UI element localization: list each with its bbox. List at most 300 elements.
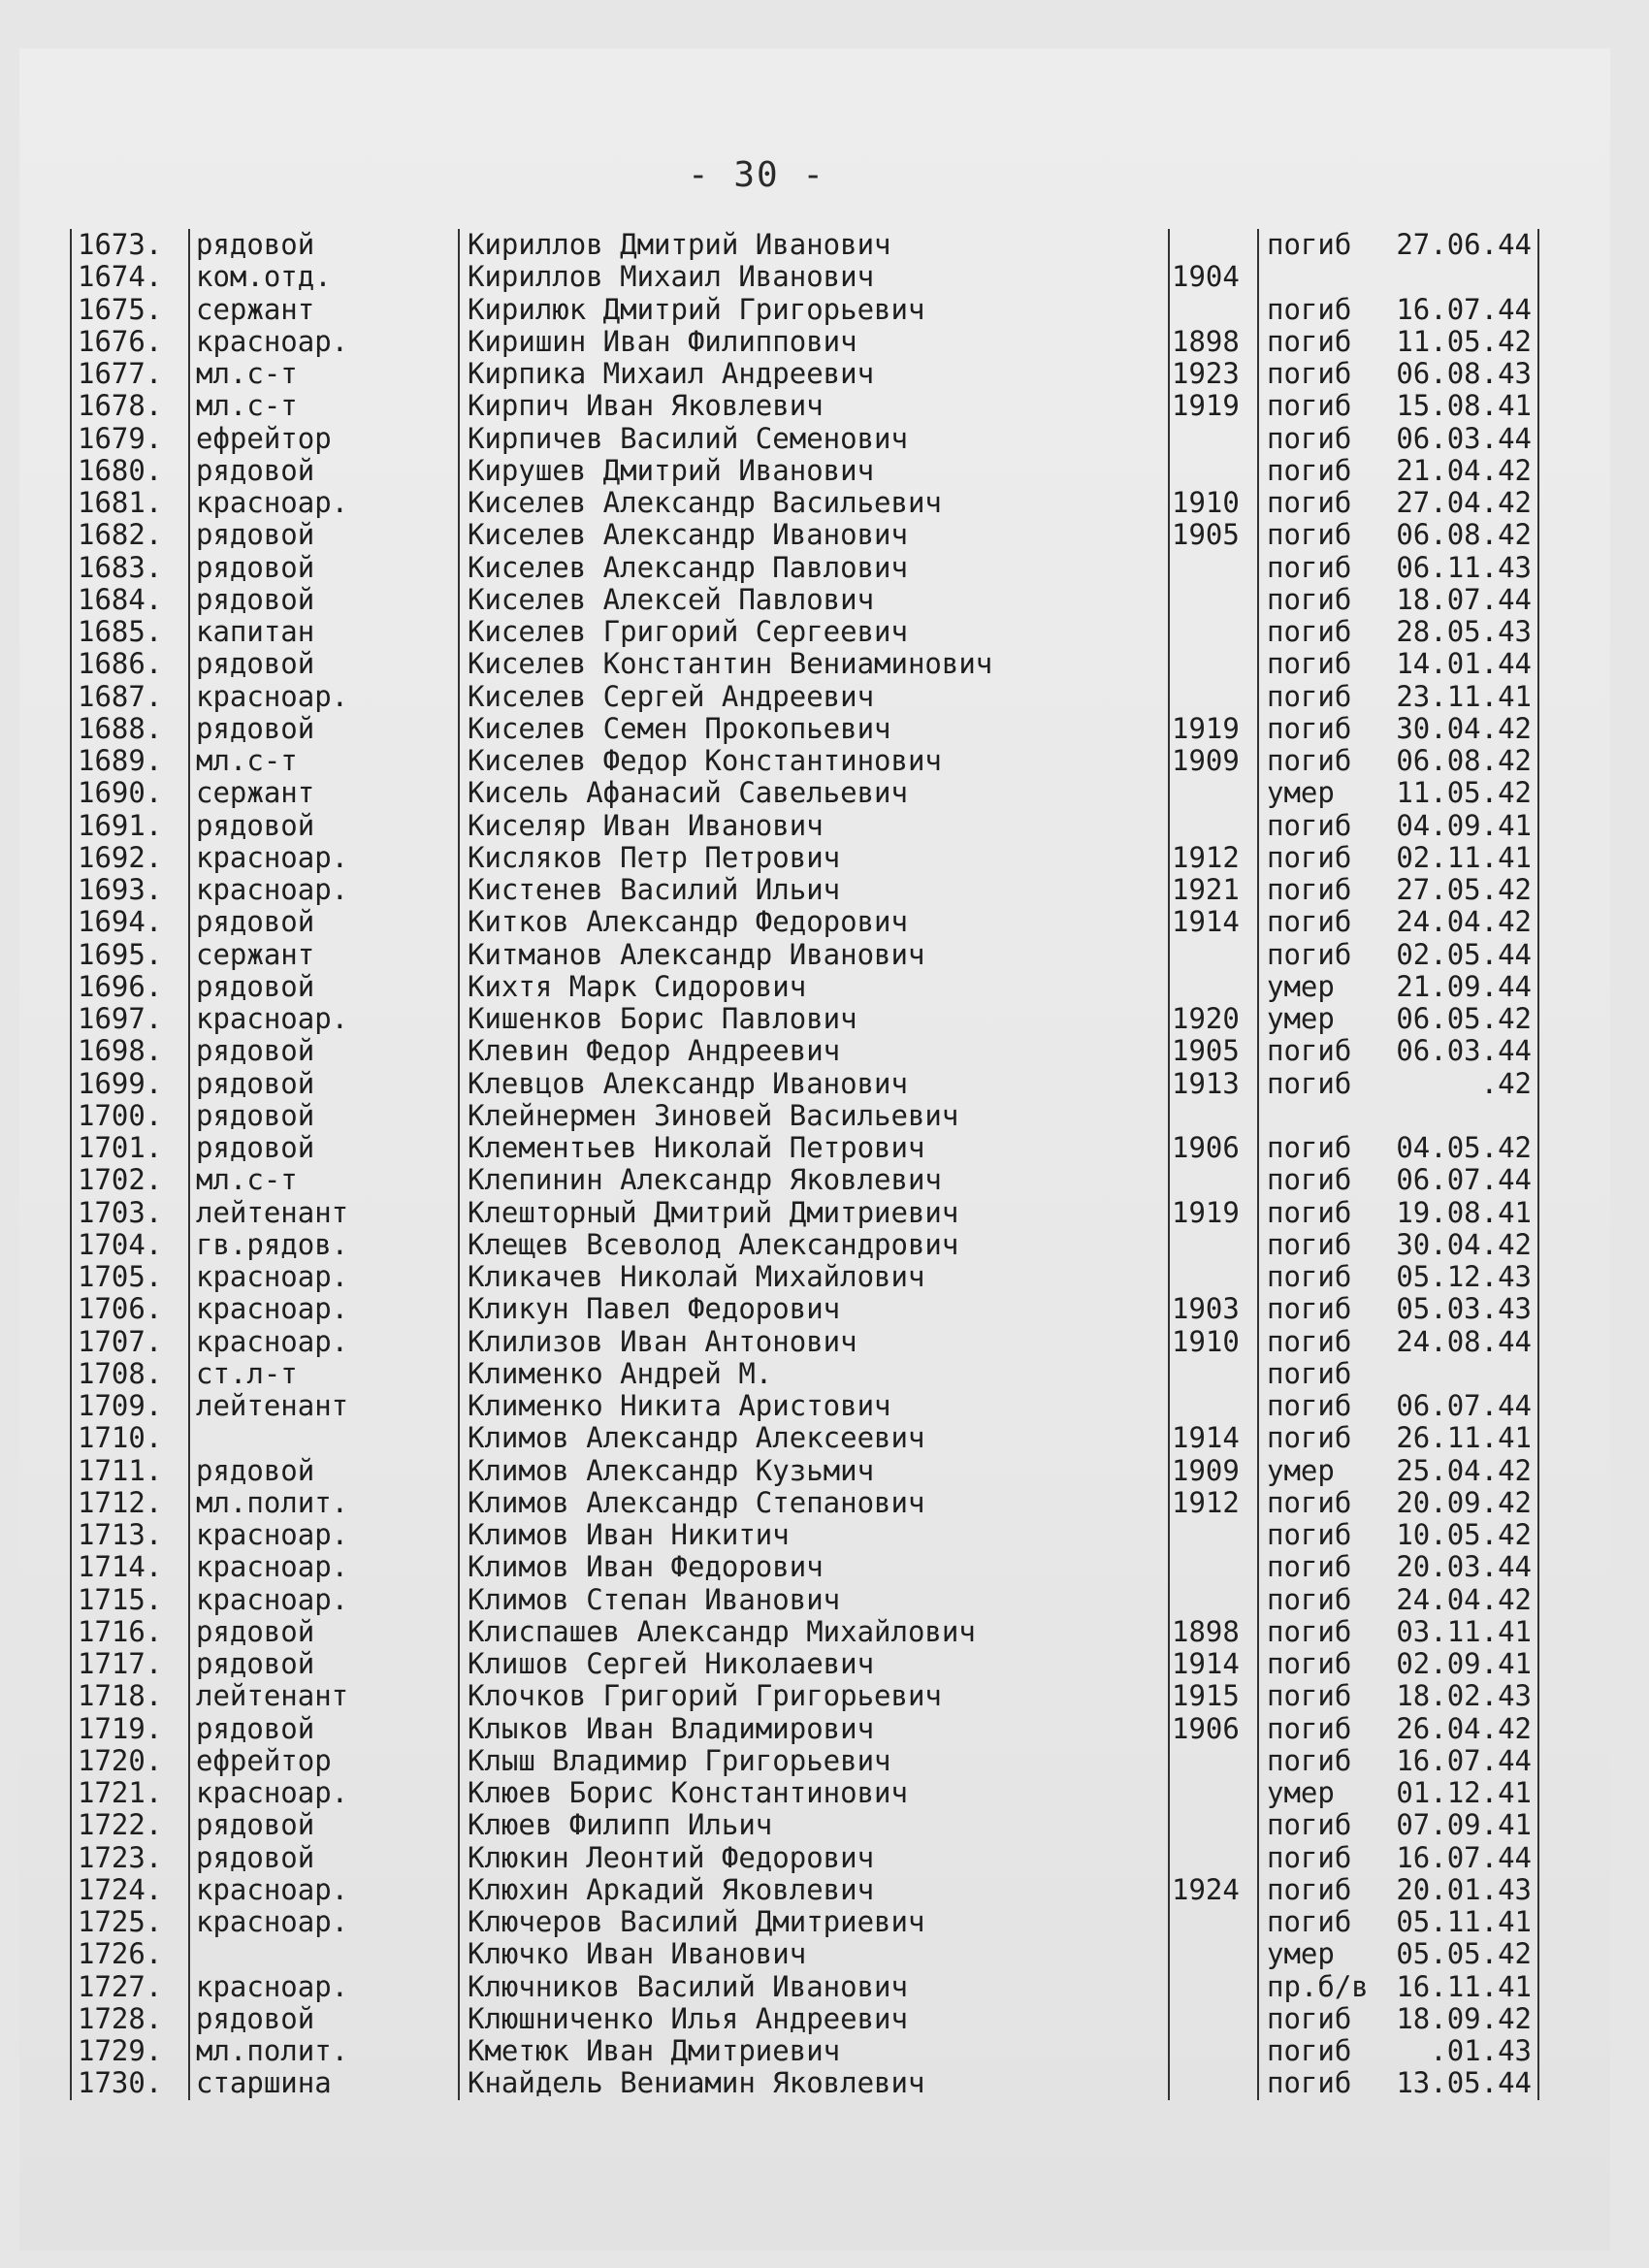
table-row <box>70 1164 1539 1196</box>
fate-status: погиб <box>1257 1584 1381 1616</box>
table-row <box>70 584 1539 616</box>
fate-status: погиб <box>1257 1358 1381 1390</box>
military-rank: красноар. <box>188 874 458 906</box>
military-rank: сержант <box>188 939 458 971</box>
fate-status: погиб <box>1257 1132 1381 1164</box>
birth-year: 1898 <box>1168 326 1257 358</box>
record-number: 1679. <box>70 423 188 455</box>
event-date: 10.05.42 <box>1381 1519 1539 1551</box>
birth-year: 1910 <box>1168 1326 1257 1358</box>
event-date: 20.03.44 <box>1381 1551 1539 1583</box>
fate-status: погиб <box>1257 1035 1381 1067</box>
military-rank: рядовой <box>188 455 458 487</box>
fate-status: погиб <box>1257 1616 1381 1648</box>
military-rank: мл.с-т <box>188 358 458 390</box>
table-row <box>70 777 1539 809</box>
event-date: .42 <box>1381 1068 1539 1100</box>
full-name: Кисель Афанасий Савельевич <box>458 777 1168 809</box>
full-name: Киселев Александр Васильевич <box>458 487 1168 519</box>
event-date: 18.09.42 <box>1381 2003 1539 2035</box>
table-row <box>70 2003 1539 2035</box>
birth-year <box>1168 1100 1257 1132</box>
table-row <box>70 1229 1539 1261</box>
military-rank: красноар. <box>188 842 458 874</box>
birth-year <box>1168 294 1257 326</box>
birth-year: 1923 <box>1168 358 1257 390</box>
military-rank: рядовой <box>188 713 458 745</box>
birth-year: 1913 <box>1168 1068 1257 1100</box>
full-name: Клыш Владимир Григорьевич <box>458 1745 1168 1777</box>
fate-status: погиб <box>1257 681 1381 713</box>
birth-year: 1909 <box>1168 1455 1257 1487</box>
fate-status: погиб <box>1257 906 1381 938</box>
event-date: 06.03.44 <box>1381 423 1539 455</box>
table-row <box>70 261 1539 293</box>
fate-status: погиб <box>1257 1713 1381 1745</box>
military-rank: лейтенант <box>188 1390 458 1422</box>
fate-status: погиб <box>1257 1422 1381 1454</box>
military-rank: рядовой <box>188 1842 458 1874</box>
birth-year: 1909 <box>1168 745 1257 777</box>
fate-status: погиб <box>1257 1519 1381 1551</box>
fate-status: погиб <box>1257 1197 1381 1229</box>
full-name: Клементьев Николай Петрович <box>458 1132 1168 1164</box>
table-row <box>70 842 1539 874</box>
table-row <box>70 971 1539 1003</box>
event-date: 11.05.42 <box>1381 777 1539 809</box>
record-number: 1680. <box>70 455 188 487</box>
record-number: 1692. <box>70 842 188 874</box>
event-date: 16.07.44 <box>1381 1842 1539 1874</box>
full-name: Климов Степан Иванович <box>458 1584 1168 1616</box>
fate-status: погиб <box>1257 2035 1381 2067</box>
full-name: Кисляков Петр Петрович <box>458 842 1168 874</box>
table-row <box>70 1132 1539 1164</box>
full-name: Клешторный Дмитрий Дмитриевич <box>458 1197 1168 1229</box>
military-rank: рядовой <box>188 2003 458 2035</box>
military-rank <box>188 1422 458 1454</box>
fate-status: погиб <box>1257 455 1381 487</box>
full-name: Кирпич Иван Яковлевич <box>458 390 1168 422</box>
fate-status: умер <box>1257 1777 1381 1809</box>
table-row <box>70 1971 1539 2003</box>
event-date: 06.08.42 <box>1381 519 1539 551</box>
table-row <box>70 1745 1539 1777</box>
record-number: 1687. <box>70 681 188 713</box>
record-number: 1686. <box>70 648 188 680</box>
event-date: 26.04.42 <box>1381 1713 1539 1745</box>
military-rank: красноар. <box>188 1519 458 1551</box>
table-row <box>70 1777 1539 1809</box>
birth-year <box>1168 1519 1257 1551</box>
table-row <box>70 681 1539 713</box>
full-name: Климов Иван Никитич <box>458 1519 1168 1551</box>
birth-year <box>1168 552 1257 584</box>
fate-status: погиб <box>1257 1293 1381 1325</box>
fate-status: погиб <box>1257 487 1381 519</box>
birth-year: 1920 <box>1168 1003 1257 1035</box>
military-rank: мл.полит. <box>188 1487 458 1519</box>
full-name: Климов Александр Степанович <box>458 1487 1168 1519</box>
military-rank: сержант <box>188 294 458 326</box>
military-rank: рядовой <box>188 1648 458 1680</box>
military-rank: мл.с-т <box>188 745 458 777</box>
military-rank: красноар. <box>188 487 458 519</box>
military-rank: рядовой <box>188 1809 458 1841</box>
birth-year <box>1168 1842 1257 1874</box>
table-row <box>70 294 1539 326</box>
military-rank: мл.с-т <box>188 1164 458 1196</box>
fate-status: погиб <box>1257 1874 1381 1906</box>
birth-year: 1912 <box>1168 842 1257 874</box>
table-row <box>70 1422 1539 1454</box>
military-rank: рядовой <box>188 906 458 938</box>
record-number: 1726. <box>70 1938 188 1970</box>
record-number: 1705. <box>70 1261 188 1293</box>
table-row <box>70 1906 1539 1938</box>
full-name: Кирушев Дмитрий Иванович <box>458 455 1168 487</box>
record-number: 1727. <box>70 1971 188 2003</box>
full-name: Киселев Александр Иванович <box>458 519 1168 551</box>
record-number: 1678. <box>70 390 188 422</box>
event-date: 25.04.42 <box>1381 1455 1539 1487</box>
event-date: 14.01.44 <box>1381 648 1539 680</box>
record-number: 1728. <box>70 2003 188 2035</box>
table-row <box>70 939 1539 971</box>
military-rank: красноар. <box>188 1584 458 1616</box>
full-name: Кметюк Иван Дмитриевич <box>458 2035 1168 2067</box>
full-name: Киселев Сергей Андреевич <box>458 681 1168 713</box>
table-row <box>70 1616 1539 1648</box>
event-date: 21.04.42 <box>1381 455 1539 487</box>
record-number: 1703. <box>70 1197 188 1229</box>
record-number: 1720. <box>70 1745 188 1777</box>
event-date: 16.07.44 <box>1381 1745 1539 1777</box>
event-date: 02.05.44 <box>1381 939 1539 971</box>
military-rank: рядовой <box>188 519 458 551</box>
table-row <box>70 810 1539 842</box>
record-number: 1704. <box>70 1229 188 1261</box>
fate-status: погиб <box>1257 842 1381 874</box>
record-number: 1694. <box>70 906 188 938</box>
event-date: 04.05.42 <box>1381 1132 1539 1164</box>
full-name: Китков Александр Федорович <box>458 906 1168 938</box>
event-date: 20.01.43 <box>1381 1874 1539 1906</box>
record-number: 1729. <box>70 2035 188 2067</box>
military-rank: рядовой <box>188 971 458 1003</box>
record-number: 1682. <box>70 519 188 551</box>
table-row <box>70 390 1539 422</box>
fate-status: погиб <box>1257 1809 1381 1841</box>
record-number: 1721. <box>70 1777 188 1809</box>
table-row <box>70 358 1539 390</box>
record-number: 1685. <box>70 616 188 648</box>
fate-status: пр.б/в <box>1257 1971 1381 2003</box>
event-date: 27.06.44 <box>1381 229 1539 261</box>
record-number: 1683. <box>70 552 188 584</box>
table-row <box>70 1100 1539 1132</box>
event-date: 16.07.44 <box>1381 294 1539 326</box>
fate-status: погиб <box>1257 713 1381 745</box>
military-rank <box>188 1938 458 1970</box>
table-row <box>70 552 1539 584</box>
military-rank: мл.полит. <box>188 2035 458 2067</box>
record-number: 1700. <box>70 1100 188 1132</box>
table-row <box>70 648 1539 680</box>
record-number: 1730. <box>70 2067 188 2099</box>
table-row <box>70 423 1539 455</box>
military-rank: ефрейтор <box>188 1745 458 1777</box>
fate-status: погиб <box>1257 745 1381 777</box>
event-date <box>1381 1358 1539 1390</box>
birth-year: 1915 <box>1168 1680 1257 1712</box>
birth-year <box>1168 1164 1257 1196</box>
fate-status: погиб <box>1257 810 1381 842</box>
birth-year <box>1168 584 1257 616</box>
fate-status: погиб <box>1257 358 1381 390</box>
birth-year <box>1168 648 1257 680</box>
record-number: 1688. <box>70 713 188 745</box>
table-row <box>70 1326 1539 1358</box>
birth-year <box>1168 2035 1257 2067</box>
full-name: Кликун Павел Федорович <box>458 1293 1168 1325</box>
event-date: 05.05.42 <box>1381 1938 1539 1970</box>
event-date: 23.11.41 <box>1381 681 1539 713</box>
record-number: 1676. <box>70 326 188 358</box>
fate-status: умер <box>1257 971 1381 1003</box>
event-date: 24.04.42 <box>1381 906 1539 938</box>
record-number: 1712. <box>70 1487 188 1519</box>
fate-status <box>1257 1100 1381 1132</box>
full-name: Киселев Семен Прокопьевич <box>458 713 1168 745</box>
event-date: 24.08.44 <box>1381 1326 1539 1358</box>
fate-status: погиб <box>1257 616 1381 648</box>
birth-year <box>1168 681 1257 713</box>
military-rank: рядовой <box>188 1035 458 1067</box>
event-date: 15.08.41 <box>1381 390 1539 422</box>
table-row <box>70 519 1539 551</box>
fate-status: погиб <box>1257 552 1381 584</box>
event-date <box>1381 1100 1539 1132</box>
full-name: Клишов Сергей Николаевич <box>458 1648 1168 1680</box>
fate-status: погиб <box>1257 2003 1381 2035</box>
table-row <box>70 1809 1539 1841</box>
birth-year <box>1168 1971 1257 2003</box>
fate-status: погиб <box>1257 2067 1381 2099</box>
record-number: 1684. <box>70 584 188 616</box>
fate-status: погиб <box>1257 1261 1381 1293</box>
military-rank: старшина <box>188 2067 458 2099</box>
event-date: 26.11.41 <box>1381 1422 1539 1454</box>
event-date: 24.04.42 <box>1381 1584 1539 1616</box>
birth-year <box>1168 2067 1257 2099</box>
full-name: Клиспашев Александр Михайлович <box>458 1616 1168 1648</box>
full-name: Кирпичев Василий Семенович <box>458 423 1168 455</box>
fate-status: погиб <box>1257 1648 1381 1680</box>
record-number: 1722. <box>70 1809 188 1841</box>
fate-status: погиб <box>1257 939 1381 971</box>
record-number: 1673. <box>70 229 188 261</box>
full-name: Клепинин Александр Яковлевич <box>458 1164 1168 1196</box>
table-row <box>70 616 1539 648</box>
birth-year <box>1168 423 1257 455</box>
record-number: 1693. <box>70 874 188 906</box>
birth-year <box>1168 229 1257 261</box>
birth-year <box>1168 1358 1257 1390</box>
event-date: 20.09.42 <box>1381 1487 1539 1519</box>
birth-year: 1904 <box>1168 261 1257 293</box>
military-rank: красноар. <box>188 1003 458 1035</box>
birth-year <box>1168 777 1257 809</box>
military-rank: лейтенант <box>188 1197 458 1229</box>
birth-year <box>1168 1906 1257 1938</box>
table-row <box>70 1390 1539 1422</box>
event-date: 11.05.42 <box>1381 326 1539 358</box>
military-rank: красноар. <box>188 326 458 358</box>
military-rank: рядовой <box>188 1100 458 1132</box>
birth-year <box>1168 1261 1257 1293</box>
table-row <box>70 1874 1539 1906</box>
military-rank: красноар. <box>188 1293 458 1325</box>
table-row <box>70 326 1539 358</box>
full-name: Киселев Григорий Сергеевич <box>458 616 1168 648</box>
table-row <box>70 1261 1539 1293</box>
table-row <box>70 2035 1539 2067</box>
event-date: 05.12.43 <box>1381 1261 1539 1293</box>
fate-status: погиб <box>1257 1487 1381 1519</box>
table-row <box>70 1197 1539 1229</box>
record-number: 1681. <box>70 487 188 519</box>
record-number: 1691. <box>70 810 188 842</box>
table-row <box>70 455 1539 487</box>
fate-status: погиб <box>1257 229 1381 261</box>
fate-status: умер <box>1257 777 1381 809</box>
fate-status: погиб <box>1257 1551 1381 1583</box>
record-number: 1699. <box>70 1068 188 1100</box>
table-row <box>70 2067 1539 2099</box>
event-date: 06.07.44 <box>1381 1164 1539 1196</box>
military-rank: рядовой <box>188 229 458 261</box>
birth-year: 1898 <box>1168 1616 1257 1648</box>
full-name: Клюев Борис Константинович <box>458 1777 1168 1809</box>
birth-year <box>1168 939 1257 971</box>
birth-year <box>1168 1809 1257 1841</box>
table-row <box>70 1293 1539 1325</box>
military-rank: гв.рядов. <box>188 1229 458 1261</box>
military-rank: рядовой <box>188 1455 458 1487</box>
event-date: 30.04.42 <box>1381 713 1539 745</box>
event-date: 30.04.42 <box>1381 1229 1539 1261</box>
birth-year: 1914 <box>1168 1648 1257 1680</box>
table-row <box>70 487 1539 519</box>
full-name: Киселев Федор Константинович <box>458 745 1168 777</box>
table-row <box>70 1648 1539 1680</box>
event-date: .01.43 <box>1381 2035 1539 2067</box>
birth-year <box>1168 1938 1257 1970</box>
fate-status: погиб <box>1257 1842 1381 1874</box>
table-row <box>70 1455 1539 1487</box>
military-rank: рядовой <box>188 1068 458 1100</box>
event-date: 06.08.42 <box>1381 745 1539 777</box>
fate-status: погиб <box>1257 1745 1381 1777</box>
full-name: Ключко Иван Иванович <box>458 1938 1168 1970</box>
full-name: Клевин Федор Андреевич <box>458 1035 1168 1067</box>
event-date <box>1381 261 1539 293</box>
full-name: Кихтя Марк Сидорович <box>458 971 1168 1003</box>
event-date: 27.04.42 <box>1381 487 1539 519</box>
birth-year: 1921 <box>1168 874 1257 906</box>
full-name: Клевцов Александр Иванович <box>458 1068 1168 1100</box>
record-number: 1675. <box>70 294 188 326</box>
fate-status: погиб <box>1257 1680 1381 1712</box>
record-number: 1690. <box>70 777 188 809</box>
record-number: 1706. <box>70 1293 188 1325</box>
birth-year: 1919 <box>1168 1197 1257 1229</box>
full-name: Кириллов Дмитрий Иванович <box>458 229 1168 261</box>
birth-year: 1914 <box>1168 906 1257 938</box>
table-row <box>70 906 1539 938</box>
full-name: Кириллов Михаил Иванович <box>458 261 1168 293</box>
record-number: 1715. <box>70 1584 188 1616</box>
event-date: 16.11.41 <box>1381 1971 1539 2003</box>
military-rank: рядовой <box>188 552 458 584</box>
full-name: Кирилюк Дмитрий Григорьевич <box>458 294 1168 326</box>
military-rank: рядовой <box>188 648 458 680</box>
birth-year <box>1168 2003 1257 2035</box>
event-date: 18.02.43 <box>1381 1680 1539 1712</box>
table-row <box>70 1358 1539 1390</box>
full-name: Киселев Александр Павлович <box>458 552 1168 584</box>
table-row <box>70 1938 1539 1970</box>
full-name: Клейнермен Зиновей Васильевич <box>458 1100 1168 1132</box>
full-name: Киселев Константин Вениаминович <box>458 648 1168 680</box>
table-row <box>70 1519 1539 1551</box>
record-number: 1723. <box>70 1842 188 1874</box>
event-date: 19.08.41 <box>1381 1197 1539 1229</box>
fate-status: погиб <box>1257 390 1381 422</box>
fate-status: погиб <box>1257 1390 1381 1422</box>
full-name: Кнайдель Вениамин Яковлевич <box>458 2067 1168 2099</box>
full-name: Ключеров Василий Дмитриевич <box>458 1906 1168 1938</box>
fate-status: погиб <box>1257 423 1381 455</box>
record-number: 1711. <box>70 1455 188 1487</box>
full-name: Клюшниченко Илья Андреевич <box>458 2003 1168 2035</box>
fate-status: погиб <box>1257 1068 1381 1100</box>
birth-year: 1905 <box>1168 519 1257 551</box>
event-date: 06.07.44 <box>1381 1390 1539 1422</box>
birth-year <box>1168 1777 1257 1809</box>
fate-status: погиб <box>1257 294 1381 326</box>
record-number: 1695. <box>70 939 188 971</box>
birth-year <box>1168 1584 1257 1616</box>
birth-year: 1910 <box>1168 487 1257 519</box>
birth-year: 1919 <box>1168 390 1257 422</box>
birth-year <box>1168 1745 1257 1777</box>
fate-status: погиб <box>1257 519 1381 551</box>
event-date: 06.03.44 <box>1381 1035 1539 1067</box>
event-date: 27.05.42 <box>1381 874 1539 906</box>
full-name: Кирпика Михаил Андреевич <box>458 358 1168 390</box>
military-rank: рядовой <box>188 1616 458 1648</box>
table-row <box>70 1584 1539 1616</box>
military-rank: красноар. <box>188 1874 458 1906</box>
event-date: 02.11.41 <box>1381 842 1539 874</box>
event-date: 06.11.43 <box>1381 552 1539 584</box>
fate-status: погиб <box>1257 874 1381 906</box>
table-row <box>70 1842 1539 1874</box>
fate-status: погиб <box>1257 584 1381 616</box>
full-name: Кишенков Борис Павлович <box>458 1003 1168 1035</box>
